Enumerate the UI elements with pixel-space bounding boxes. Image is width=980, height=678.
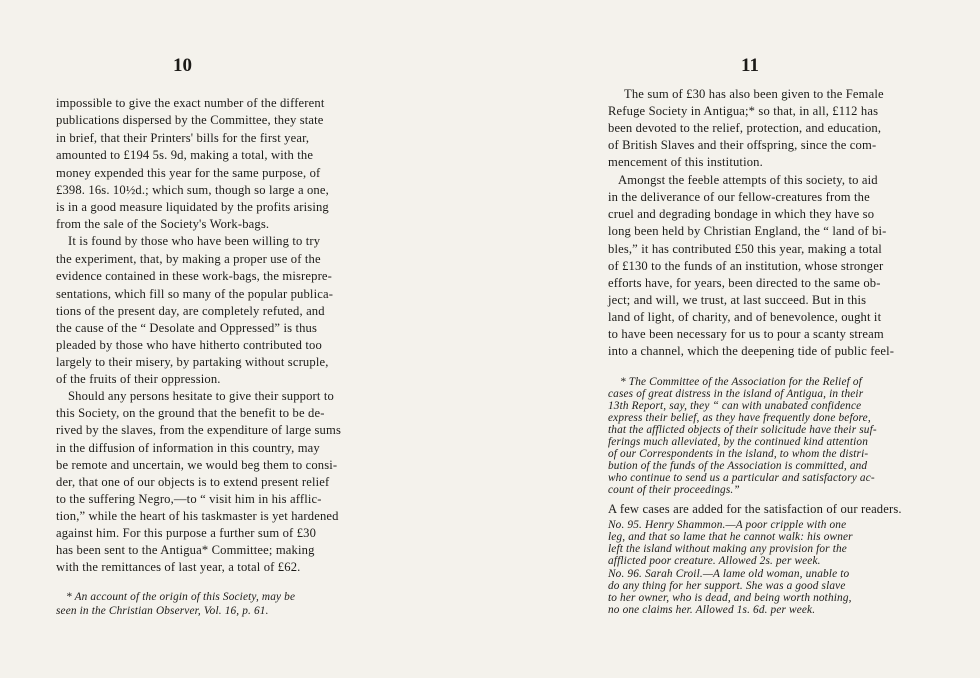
text-line: in the deliverance of our fellow-creatures from the [608,190,870,204]
footnote-line: ferings much alleviated, by the continued kind attention [608,436,869,448]
text-line: of £130 to the funds of an institution, whose stronger [608,259,884,273]
footnote-line: of our Correspondents in the island, to whom the distri- [608,448,869,460]
text-line: tions of the present day, are completely refuted, and [56,304,325,318]
cases-intro: A few cases are added for the satisfaction of our readers. [608,502,902,516]
case-line: No. 96. Sarah Croil.—A lame old woman, unable to [608,568,850,580]
footnote-line: that the afflicted objects of their solicitude have their suf- [608,424,877,436]
text-line: this Society, on the ground that the benefit to be de- [56,406,325,420]
text-line: has been sent to the Antigua* Committee; making [56,543,315,557]
right-page [490,0,980,678]
text-line: of British Slaves and their offspring, since the com- [608,138,877,152]
footnote-line: who continue to send us a particular and satisfactory ac- [608,472,875,484]
text-line: is in a good measure liquidated by the profits arising [56,200,329,214]
case-line: to her owner, who is dead, and being worth nothing, [608,592,852,604]
text-line: Amongst the feeble attempts of this society, to aid [618,173,878,187]
text-line: amounted to £194 5s. 9d, making a total, with the [56,148,314,162]
text-line: from the sale of the Society's Work-bags. [56,217,270,231]
text-line: land of light, of charity, and of benevolence, ought it [608,310,882,324]
text-line: £398. 16s. 10½d.; which sum, though so large a one, [56,183,329,197]
case-line: left the island without making any provision for the [608,543,847,555]
text-line: mencement of this institution. [608,155,763,169]
case-line: do any thing for her support. She was a good slave [608,580,846,592]
text-line: into a channel, which the deepening tide of public feel- [608,344,895,358]
text-line: efforts have, for years, been directed to the same ob- [608,276,881,290]
text-line: to have been necessary for us to pour a scanty stream [608,327,884,341]
text-line: Refuge Society in Antigua;* so that, in all, £112 has [608,104,879,118]
text-line: to the suffering Negro,—to “ visit him in his afflic- [56,492,322,506]
text-line: of the fruits of their oppression. [56,372,221,386]
footnote-line: seen in the Christian Observer, Vol. 16, p. 61. [56,605,269,617]
page-number: 10 [173,55,192,76]
text-line: money expended this year for the same purpose, of [56,166,321,180]
text-line: the cause of the “ Desolate and Oppressed” is thus [56,321,318,335]
text-line: impossible to give the exact number of the different [56,96,325,110]
text-line: sentations, which fill so many of the popular publica- [56,287,334,301]
text-line: publications dispersed by the Committee, they state [56,113,324,127]
text-line: cruel and degrading bondage in which they have so [608,207,875,221]
case-line: no one claims her. Allowed 1s. 6d. per week. [608,604,816,616]
text-line: long been held by Christian England, the “ land of bi- [608,224,887,238]
footnote-line: * The Committee of the Association for the Relief of [620,376,862,388]
footnote-line: 13th Report, say, they “ can with unabated confidence [608,400,862,412]
text-line: largely to their misery, by partaking without scruple, [56,355,329,369]
text-line: the experiment, that, by making a proper use of the [56,252,321,266]
footnote-line: count of their proceedings.” [608,484,740,496]
case-line: afflicted poor creature. Allowed 2s. per week. [608,555,821,567]
text-line: tion,” while the heart of his taskmaster is yet hardened [56,509,339,523]
text-line: in brief, that their Printers' bills for the first year, [56,131,310,145]
text-line: against him. For this purpose a further sum of £30 [56,526,317,540]
text-line: The sum of £30 has also been given to the Female [624,87,884,101]
footnote-line: bution of the funds of the Association is committed, and [608,460,868,472]
text-line: be remote and uncertain, we would beg them to consi- [56,458,338,472]
text-line: der, that one of our objects is to extend present relief [56,475,330,489]
case-line: leg, and that so lame that he cannot walk: his owner [608,531,853,543]
text-line: been devoted to the relief, protection, and education, [608,121,882,135]
footnote-line: express their belief, as they have frequently done before, [608,412,871,424]
text-line: evidence contained in these work-bags, the misrepre- [56,269,333,283]
text-line: bles,” it has contributed £50 this year, making a total [608,242,882,256]
page-number: 11 [741,55,759,76]
text-line: ject; and will, we trust, at last succeed. But in this [608,293,867,307]
footnote-line: * An account of the origin of this Society, may be [66,591,296,603]
text-line: in the diffusion of information in this country, may [56,441,320,455]
text-line: with the remittances of last year, a total of £62. [56,560,301,574]
footnote-line: cases of great distress in the island of Antigua, in their [608,388,864,400]
text-line: Should any persons hesitate to give their support to [68,389,334,403]
case-line: No. 95. Henry Shammon.—A poor cripple with one [608,519,847,531]
text-line: rived by the slaves, from the expenditure of large sums [56,423,342,437]
text-line: It is found by those who have been willing to try [68,234,321,248]
text-line: pleaded by those who have hitherto contributed too [56,338,322,352]
